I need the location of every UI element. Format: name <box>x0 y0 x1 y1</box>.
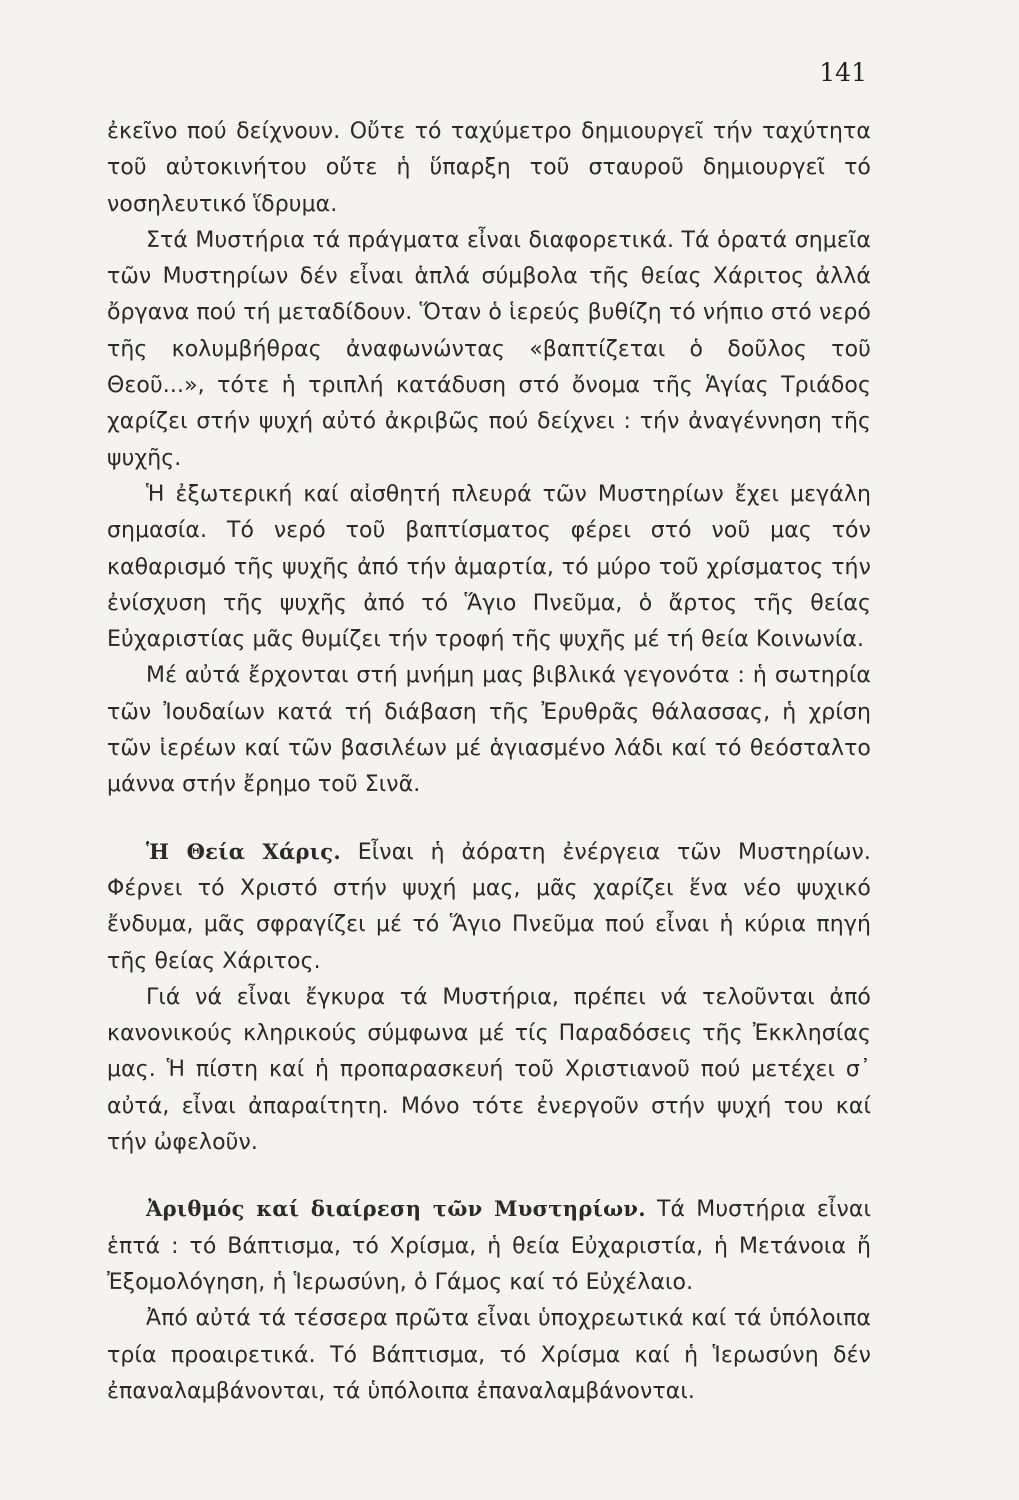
paragraph-7-text: Τά Μυστήρια εἶναι ἑπτά : τό Βάπτισμα, τό Χρίσμα, ἡ θεία Εὐχαριστία, ἡ Μετάνοια ἤ Ἐξομολόγηση, ἡ Ἱερωσύνη, ὁ Γάμος καί τό Εὐχέλαιο. <box>107 1197 872 1295</box>
page-number: 141 <box>819 58 867 87</box>
paragraph-8-text: Ἀπό αὐτά τά τέσσερα πρῶτα εἶναι ὑποχρεωτικά καί τά ὑπόλοιπα τρία προαιρετικά. Τό Βάπτισμα, τό Χρίσμα καί ἡ Ἱερωσύνη δέν ἐπαναλαμβάνονται, τά ὑπόλοιπα ἐπαναλαμβάνονται. <box>107 1306 871 1404</box>
paragraph-5-text: Εἶναι ἡ ἀόρατη ἐνέργεια τῶν Μυστηρίων. Φέρνει τό Χριστό στήν ψυχή μας, μᾶς χαρίζει ἕνα νέο ψυχικό ἔνδυμα, μᾶς σφραγίζει μέ τό Ἅγιο Πνεῦμα πού εἶναι ἡ κύρια πηγή τῆς θείας Χάριτος. <box>107 839 871 974</box>
paragraph-4 <box>107 658 871 803</box>
section-heading-divine-grace: Ἡ Θεία Χάρις. <box>146 838 341 864</box>
paragraph-1-text: ἐκεῖνο πού δείχνουν. Οὔτε τό ταχύμετρο δημιουργεῖ τήν ταχύτητα τοῦ αὐτοκινήτου οὔτε ἡ ὕπαρξη τοῦ σταυροῦ δημιουργεῖ τό νοσηλευτικό ἵδρυμα. <box>107 119 871 217</box>
paragraph-3 <box>107 477 871 658</box>
section-heading-number-of-sacraments: Ἀριθμός καί διαίρεση τῶν Μυστηρίων. <box>146 1196 646 1222</box>
paragraph-3-text: Ἡ ἐξωτερική καί αἰσθητή πλευρά τῶν Μυστηρίων ἔχει μεγάλη σημασία. Τό νερό τοῦ βαπτίσματος φέρει στό νοῦ μας τόν καθαρισμό τῆς ψυχῆς ἀπό τήν ἁμαρτία, τό μύρο τοῦ χρίσματος τήν ἐνίσχυση τῆς ψυχῆς ἀπό τό Ἅγιο Πνεῦμα, ὁ ἄρτος τῆς θείας Εὐχαριστίας μᾶς θυμίζει τήν τροφή τῆς ψυχῆς μέ τή θεία Κοινωνία. <box>107 481 871 653</box>
paragraph-2 <box>107 223 871 477</box>
body-text <box>107 114 871 1410</box>
paragraph-1 <box>107 114 871 223</box>
paragraph-6 <box>107 980 871 1161</box>
paragraph-8 <box>107 1301 871 1410</box>
paragraph-2-text: Στά Μυστήρια τά πράγματα εἶναι διαφορετικά. Τά ὁρατά σημεῖα τῶν Μυστηρίων δέν εἶναι ἁπλά σύμβολα τῆς θείας Χάριτος ἀλλά ὄργανα πού τή μεταδίδουν. Ὅταν ὁ ἱερεύς βυθίζη τό νήπιο στό νερό τῆς κολυμβήθρας ἀναφωνώντας «βαπτίζεται ὁ δοῦλος τοῦ Θεοῦ...», τότε ἡ τριπλή κατάδυση στό ὄνομα τῆς Ἁγίας Τριάδος χαρίζει στήν ψυχή αὐτό ἀκριβῶς πού δείχνει : τήν ἀναγέννηση τῆς ψυχῆς. <box>107 227 871 471</box>
paragraph-6-text: Γιά νά εἶναι ἔγκυρα τά Μυστήρια, πρέπει νά τελοῦνται ἀπό κανονικούς κληρικούς σύμφωνα μέ τίς Παραδόσεις τῆς Ἐκκλησίας μας. Ἡ πίστη καί ἡ προπαρασκευή τοῦ Χριστιανοῦ πού μετέχει σ᾿ αὐτά, εἶναι ἀπαραίτητη. Μόνο τότε ἐνεργοῦν στήν ψυχή του καί τήν ὠφελοῦν. <box>107 984 871 1156</box>
paragraph-4-text: Μέ αὐτά ἔρχονται στή μνήμη μας βιβλικά γεγονότα : ἡ σωτηρία τῶν Ἰουδαίων κατά τή διάβαση τῆς Ἐρυθρᾶς θάλασσας, ἡ χρίση τῶν ἱερέων καί τῶν βασιλέων μέ ἁγιασμένο λάδι καί τό θεόσταλτο μάννα στήν ἔρημο τοῦ Σινᾶ. <box>107 663 871 798</box>
paragraph-5 <box>107 834 871 980</box>
paragraph-7 <box>107 1191 871 1301</box>
